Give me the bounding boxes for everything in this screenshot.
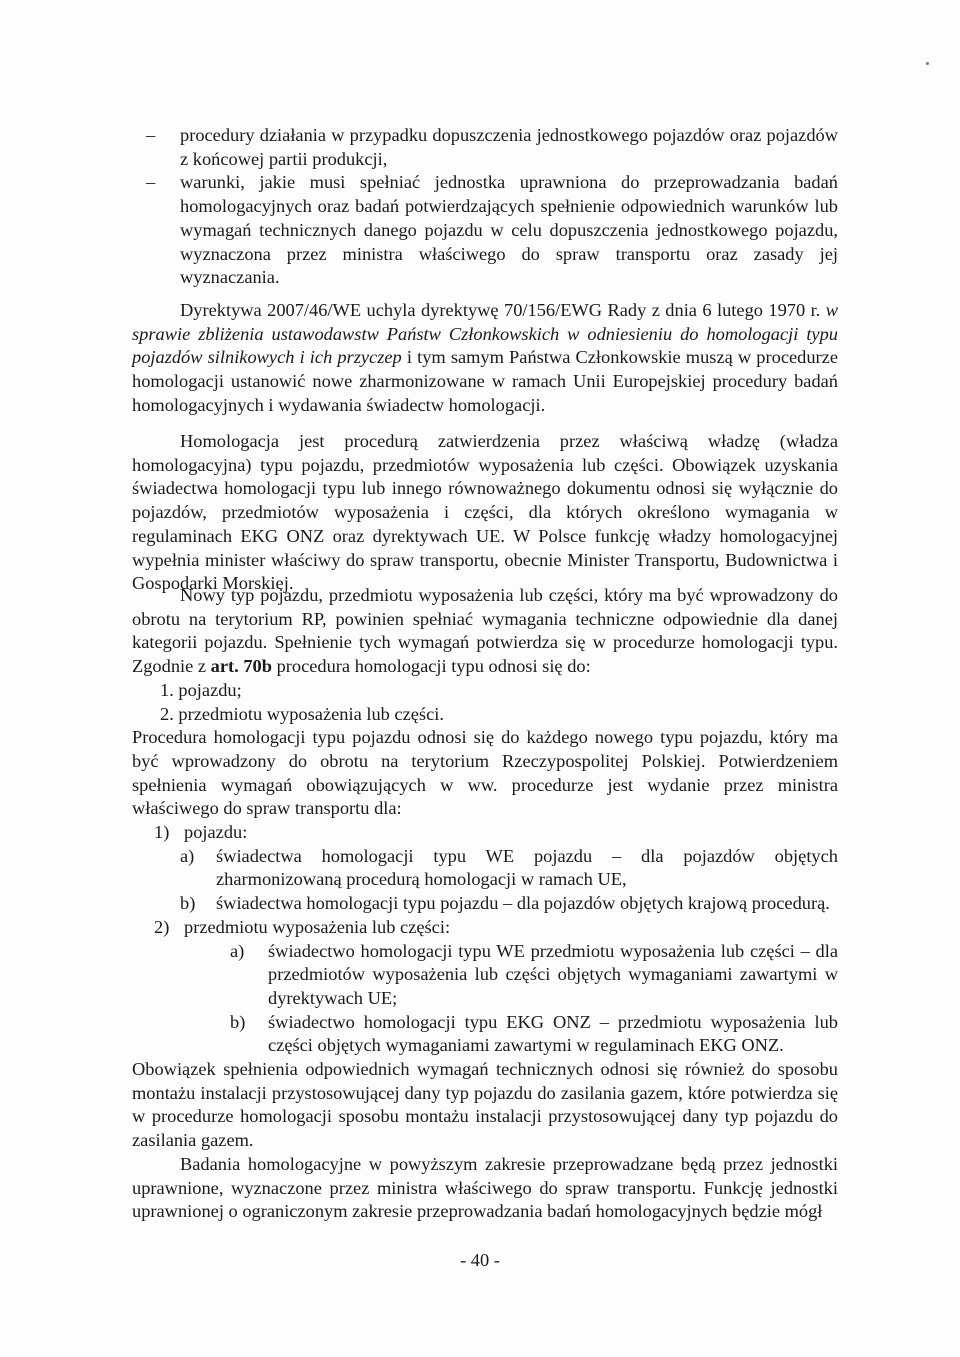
sub-item: b) świadectwo homologacji typu EKG ONZ – przedmiotu wyposażenia lub części objętych wymaganiami zawartymi w regulaminach EKG ONZ.	[230, 1011, 838, 1056]
obligation-paragraph: Obowiązek spełnienia odpowiednich wymagań technicznych odnosi się również do sposobu montażu instalacji przystosowującej dany typ pojazdu do zasilania gazem, które potwierdza się w procedurze homologacji sposobu montażu instalacji przystosowującej dany typ pojazdu do zasilania gazem.	[132, 1059, 838, 1151]
sub-item: a) świadectwo homologacji typu WE przedmiotu wyposażenia lub części – dla przedmiotów wyposażenia lub części objętych wymaganiami zawartymi w dyrektywach UE;	[230, 940, 838, 1008]
dash-item	[132, 171, 838, 290]
list-item-vehicle: 1) pojazdu:	[154, 822, 248, 843]
page-number: - 40 -	[460, 1250, 500, 1270]
dash-marker: –	[146, 172, 156, 193]
scan-speck	[926, 62, 929, 65]
new-type-paragraph: Nowy typ pojazdu, przedmiotu wyposażenia lub części, który ma być wprowadzony do obrotu na terytorium RP, powinien spełniać wymagania techniczne odpowiednie dla danej kategorii pojazdu. Spełnienie tych wymagań potwierdza się w procedurze homologacji typu. Zgodnie z art. 70b procedura homologacji typu odnosi się do:	[132, 585, 838, 677]
sub-item: b) świadectwa homologacji typu pojazdu – dla pojazdów objętych krajową procedurą.	[180, 893, 830, 914]
dash-list	[132, 124, 838, 290]
list-item-equipment: 2) przedmiotu wyposażenia lub części:	[154, 916, 451, 937]
directive-title: w sprawie zbliżenia ustawodawstw Państw Członkowskich w odniesieniu do homologacji typu pojazdów silnikowych i ich przyczep	[132, 300, 838, 368]
tests-paragraph: Badania homologacyjne w powyższym zakresie przeprowadzane będą przez jednostki uprawnione, wyznaczone przez ministra właściwego do spraw transportu. Funkcję jednostki uprawnionej o ograniczonym zakresie przeprowadzania badań homologacyjnych będzie mógł	[132, 1153, 838, 1222]
numbered-item: 1. pojazdu;	[160, 679, 242, 700]
dash-item-text: warunki, jakie musi spełniać jednostka uprawniona do przeprowadzania badań homologacyjnych oraz badań potwierdzających spełnienie odpowiednich warunków lub wymagań technicznych danego pojazdu w celu dopuszczenia jednostkowego pojazdu, wyznaczona przez ministra właściwego do spraw transportu oraz zasady jej wyznaczania.	[180, 172, 838, 288]
dash-item	[132, 124, 838, 171]
sub-item: a) świadectwa homologacji typu WE pojazdu – dla pojazdów objętych zharmonizowaną procedurą homologacji w ramach UE,	[180, 845, 838, 890]
article-ref: art. 70b	[210, 656, 272, 677]
dash-item-text: procedury działania w przypadku dopuszczenia jednostkowego pojazdów oraz pojazdów z końcowej partii produkcji,	[180, 125, 838, 169]
numbered-item: 2. przedmiotu wyposażenia lub części.	[160, 703, 444, 724]
directive-paragraph	[132, 299, 838, 418]
main-section	[132, 584, 838, 1224]
directive-tail: i tym samym Państwa Członkowskie muszą w procedurze homologacji ustanowić nowe zharmonizowane w ramach Unii Europejskiej procedury badań homologacyjnych i wydawania świadectw homologacji.	[132, 347, 838, 415]
procedure-paragraph: Procedura homologacji typu pojazdu odnosi się do każdego nowego typu pojazdu, który ma być wprowadzony do obrotu na terytorium Rzeczypospolitej Polskiej. Potwierdzeniem spełnienia wymagań obowiązujących w ww. procedurze jest wydanie przez ministra właściwego do spraw transportu dla:	[132, 727, 838, 819]
homologation-paragraph: Homologacja jest procedurą zatwierdzenia przez właściwą władzę (władza homologacyjna) typu pojazdu, przedmiotów wyposażenia lub części. Obowiązek uzyskania świadectwa homologacji typu lub innego równoważnego dokumentu odnosi się wyłącznie do pojazdów, przedmiotów wyposażenia i części, dla których określono wymagania w regulaminach EKG ONZ oraz dyrektywach UE. W Polsce funkcję władzy homologacyjnej wypełnia minister właściwy do spraw transportu, obecnie Minister Transportu, Budownictwa i Gospodarki Morskiej.	[132, 431, 838, 594]
directive-lead: Dyrektywa 2007/46/WE uchyla dyrektywę 70/156/EWG Rady z dnia 6 lutego 1970 r.	[180, 300, 821, 320]
dash-marker: –	[146, 125, 156, 145]
